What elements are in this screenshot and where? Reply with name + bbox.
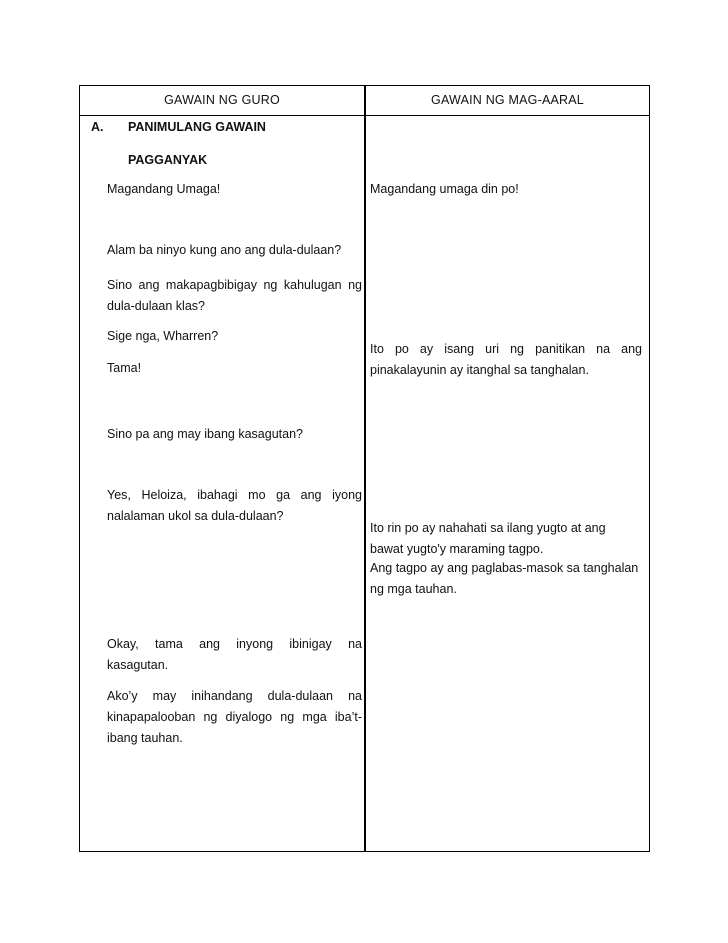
teacher-affirm-2: Okay, tama ang inyong ibinigay na kasagutan. (107, 637, 362, 672)
teacher-affirm: Tama! (107, 361, 142, 375)
student-answer-1: Ito po ay isang uri ng panitikan na ang pinakalayunin ay itanghal sa tanghalan. (370, 342, 642, 377)
section-title: PANIMULANG GAWAIN (128, 120, 266, 134)
teacher-question-2: Sino ang makapagbibigay ng kahulugan ng dula-dulaan klas? (107, 278, 362, 313)
column-divider (364, 86, 366, 851)
teacher-intro: Ako’y may inihandang dula-dulaan na kinapapalooban ng diyalogo ng mga iba’t-ibang tauhan. (107, 689, 362, 745)
section-subtitle: PAGGANYAK (128, 153, 208, 167)
student-greeting: Magandang umaga din po! (370, 182, 519, 196)
student-answer-2a: Ito rin po ay nahahati sa ilang yugto at ang bawat yugto'y maraming tagpo. (370, 521, 606, 556)
teacher-greeting: Magandang Umaga! (107, 182, 221, 196)
teacher-call-2: Yes, Heloiza, ibahagi mo ga ang iyong nalalaman ukol sa dula-dulaan? (107, 488, 362, 523)
student-answer-2b: Ang tagpo ay ang paglabas-masok sa tanghalan ng mga tauhan. (370, 561, 639, 596)
section-letter: A. (91, 120, 104, 134)
header-teacher: GAWAIN NG GURO (164, 93, 280, 107)
teacher-question-1: Alam ba ninyo kung ano ang dula-dulaan? (107, 243, 342, 257)
teacher-call-1: Sige nga, Wharren? (107, 329, 219, 343)
header-student: GAWAIN NG MAG-AARAL (431, 93, 584, 107)
teacher-question-3: Sino pa ang may ibang kasagutan? (107, 427, 303, 441)
